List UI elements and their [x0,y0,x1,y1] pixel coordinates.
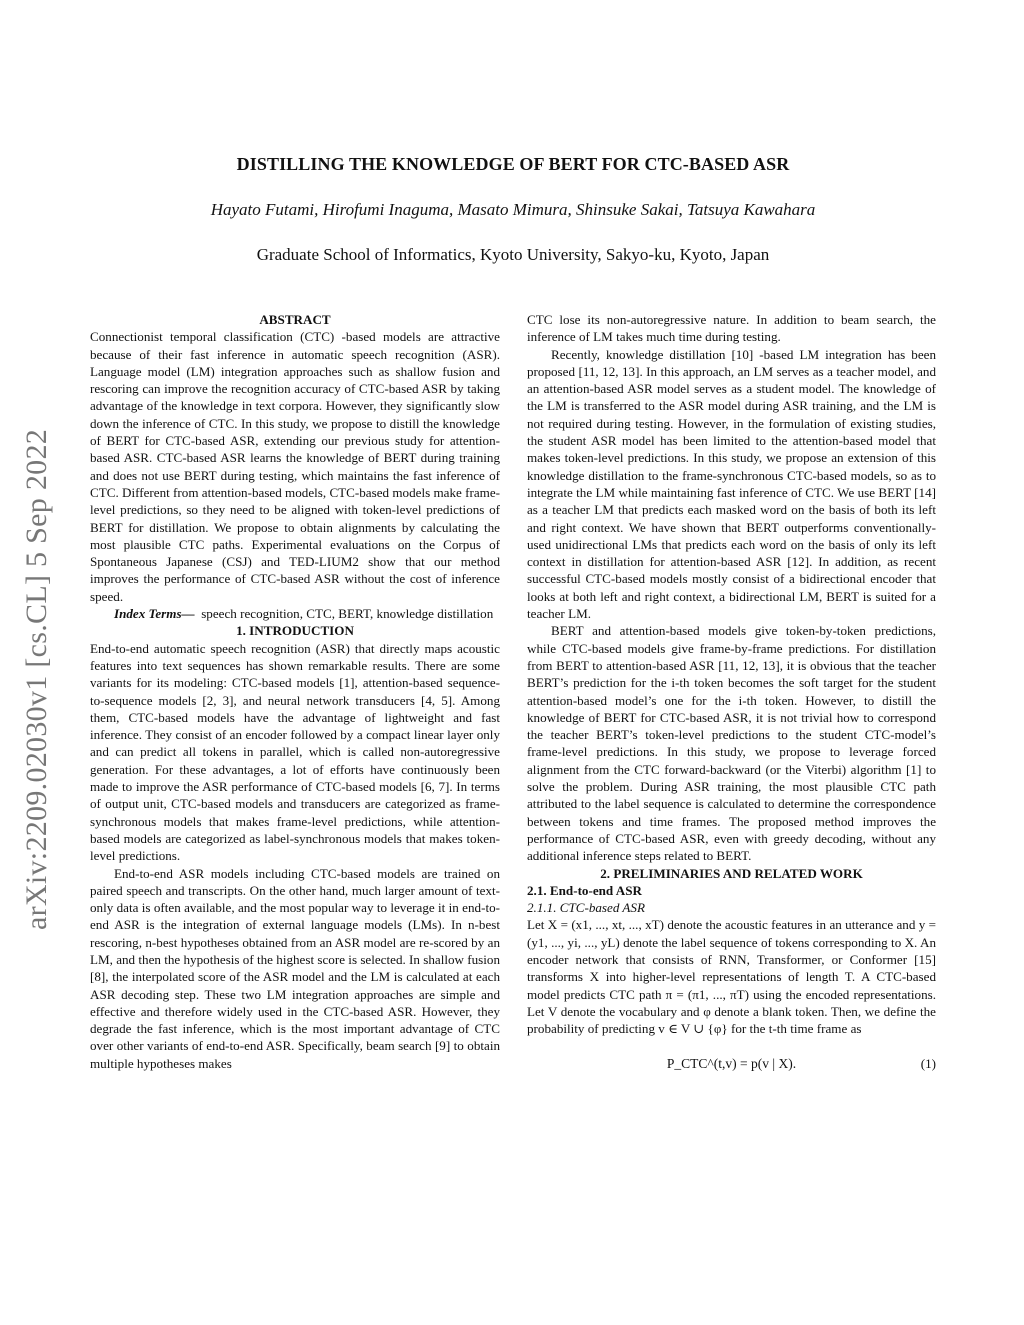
right-column [527,311,936,1077]
abstract-heading: ABSTRACT [259,312,331,327]
intro-paragraph-2: End-to-end ASR models including CTC-based models are trained on paired speech and transcripts. On the other hand, much larger amount of text-only data is often available, and the most popular way to leverage it in end-to-end ASR is the integration of external language models (LMs). In n-best rescoring, n-best hypotheses obtained from an ASR model are re-scored by an LM, and then the hypothesis of the highest score is selected. In shallow fusion [8], the interpolated score of the ASR model and the LM is calculated at each ASR decoding step. These two LM integration approaches are simple and effective and therefore widely used in the CTC-based ASR. However, they degrade the fast inference, which is the most important advantage of CTC over other variants of end-to-end ASR. Specifically, beam search [9] to obtain multiple hypotheses makes [90,865,500,1071]
subsubsection-heading-ctc: 2.1.1. CTC-based ASR [527,900,645,916]
paper-title: DISTILLING THE KNOWLEDGE OF BERT FOR CTC-BASED ASR [236,154,790,174]
intro-paragraph-2-continued: CTC lose its non-autoregressive nature. In addition to beam search, the inference of LM takes much time during testing. [527,312,936,345]
paper-authors: Hayato Futami, Hirofumi Inaguma, Masato Mimura, Shinsuke Sakai, Tatsuya Kawahara [210,200,816,219]
intro-paragraph-4: BERT and attention-based models give token-by-token predictions, while CTC-based models give frame-by-frame predictions. For distillation from BERT to attention-based ASR [11, 12, 13], it is obvious that the teacher BERT’s prediction for the i-th token becomes the soft target for the student attention-based model’s one for the i-th token. However, to distill the knowledge of BERT for CTC-based ASR, it is not trivial how to correspond the teacher BERT’s token-level predictions to the student CTC-model’s frame-level predictions. In this study, we propose to leverage forced alignment from the CTC forward-backward (or the Viterbi) algorithm [1] to solve the problem. During ASR training, the most plausible CTC path attributed to the label sequence is calculated to determine the correspondence between tokens and time frames. The proposed method improves the performance of CTC-based ASR, even with greedy decoding, without any additional inference steps related to BERT. [527,623,936,864]
index-terms [90,605,500,622]
equation-number: (1) [920,1056,936,1072]
abstract-text: Connectionist temporal classification (CTC) -based models are attractive because of their fast inference in automatic speech recognition (ASR). Language model (LM) integration approaches such as shallow fusion and rescoring can improve the recognition accuracy of CTC-based ASR by taking advantage of the knowledge in text corpora. However, they significantly slow down the inference of CTC. In this study, we propose to distill the knowledge of BERT for CTC-based ASR, extending our previous study for attention-based ASR. CTC-based ASR learns the knowledge of BERT during training and does not use BERT during testing, which maintains the fast inference of CTC. Different from attention-based models, CTC-based models make frame-level predictions, so they need to be aligned with token-level predictions of BERT for distillation. We propose to obtain alignments by calculating the most plausible CTC paths. Experimental evaluations on the Corpus of Spontaneous Japanese (CSJ) and TED-LIUM2 show that our method improves the performance of CTC-based ASR without the cost of inference speed. [90,329,500,604]
equation-1 [527,1055,936,1077]
arxiv-identifier: arXiv:2209.02030v1 [cs.CL] 5 Sep 2022 [20,428,53,930]
index-terms-text: speech recognition, CTC, BERT, knowledge distillation [201,606,494,622]
equation-body: P_CTC^(t,v) = p(v | X). [666,1056,797,1072]
left-column [90,311,500,1072]
index-terms-label: Index Terms— [114,606,195,622]
ctc-paragraph: Let X = (x1, ..., xt, ..., xT) denote the acoustic features in an utterance and y = (y1, ..., yi, ..., yL) denote the label sequence of tokens corresponding to X. An encoder network that consists of RNN, Transformer, or Conformer [15] transforms X into higher-level representations of length T. A CTC-based model predicts CTC path π = (π1, ..., πT) using the encoded representations. Let V denote the vocabulary and φ denote a blank token. Then, we define the probability of predicting v ∈ V ∪ {φ} for the t-th time frame as [527,917,936,1037]
section-heading-preliminaries: 2. PRELIMINARIES AND RELATED WORK [600,865,863,881]
section-heading-introduction: 1. INTRODUCTION [236,623,354,639]
intro-paragraph-3: Recently, knowledge distillation [10] -based LM integration has been proposed [11, 12, 13]. In this approach, an LM serves as a teacher model, and an attention-based ASR model serves as a student model. The knowledge of the LM is transferred to the ASR model during ASR training, and the LM is not required during testing. However, in the formulation of existing studies, the student ASR model has been limited to the attention-based model that makes token-level predictions. In this study, we propose an extension of this knowledge distillation to the frame-synchronous CTC-based models, so as to integrate the LM while maintaining fast inference of CTC. We use BERT [14] as a teacher LM that predicts each masked word on the basis of both its left and right context. We have shown that BERT outperforms conventionally-used unidirectional LMs that predicts each word on the basis of only its left context in distillation for attention-based ASR [12]. In addition, as recent successful CTC-based models mostly consist of a bidirectional encoder that looks at both left and right context, a bidirectional LM, BERT is suited for a teacher LM. [527,346,936,622]
subsection-heading-e2e-asr: 2.1. End-to-end ASR [527,882,642,898]
paper-affiliation: Graduate School of Informatics, Kyoto University, Sakyo-ku, Kyoto, Japan [256,245,770,264]
intro-paragraph-1: End-to-end automatic speech recognition (ASR) that directly maps acoustic features into text sequences has shown remarkable results. There are some variants for its modeling: CTC-based models [1], attention-based sequence-to-sequence models [2, 3], and neural network transducers [4, 5]. Among them, CTC-based models have the advantage of lightweight and fast inference. They consist of an encoder followed by a compact linear layer only and can predict all tokens in parallel, which is called non-autoregressive generation. For these advantages, a lot of efforts have continuously been made to improve the ASR performance of CTC-based models [6, 7]. In terms of output unit, CTC-based models and transducers are categorized as frame-synchronous models that makes frame-level predictions, while attention-based models are categorized as label-synchronous models that makes token-level predictions. [90,640,500,864]
